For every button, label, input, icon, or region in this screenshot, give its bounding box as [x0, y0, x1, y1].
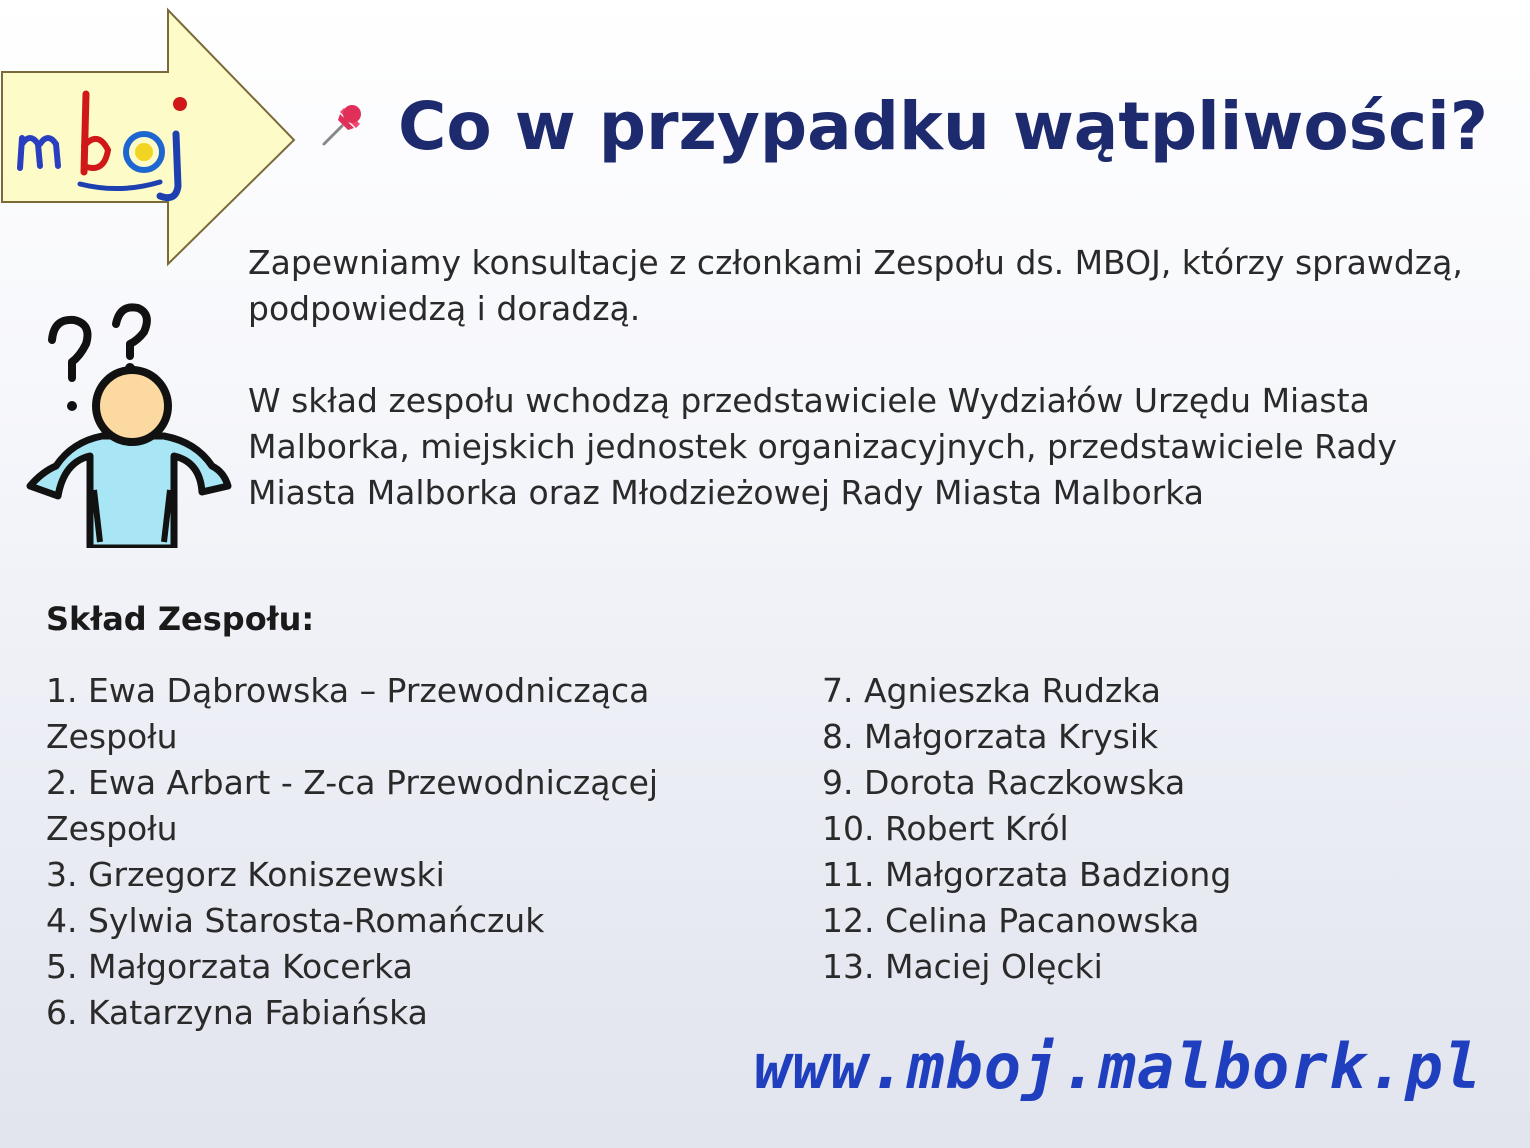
list-item: 13. Maciej Olęcki [822, 947, 1103, 986]
intro-paragraph-composition: W skład zespołu wchodzą przedstawiciele Wydziałów Urzędu Miasta Malborka, miejskich jednostek organizacyjnych, przedstawiciele Rady Miasta Malborka oraz Młodzieżowej Rady Miasta Malborka [248, 381, 1398, 512]
confused-person-icon [24, 296, 234, 548]
list-item: 1. Ewa Dąbrowska – Przewodnicząca Zespołu [46, 671, 650, 756]
page-title: Co w przypadku wątpliwości? [398, 88, 1488, 165]
website-link[interactable]: www.mboj.malbork.pl [753, 1030, 1482, 1103]
list-item: 11. Małgorzata Badziong [822, 855, 1232, 894]
list-item: 3. Grzegorz Koniszewski [46, 855, 445, 894]
list-item: 5. Małgorzata Kocerka [46, 947, 413, 986]
list-item: 4. Sylwia Starosta-Romańczuk [46, 901, 545, 940]
team-heading: Skład Zespołu: [46, 600, 315, 638]
list-item: 2. Ewa Arbart - Z-ca Przewodniczącej Zespołu [46, 763, 659, 848]
list-item: 7. Agnieszka Rudzka [822, 671, 1162, 710]
members-list-left [46, 668, 766, 1036]
pushpin-icon [318, 100, 368, 150]
logo-arrow-icon [0, 6, 300, 268]
list-item: 12. Celina Pacanowska [822, 901, 1200, 940]
list-item: 8. Małgorzata Krysik [822, 717, 1159, 756]
list-item: 9. Dorota Raczkowska [822, 763, 1186, 802]
intro-text [248, 240, 1498, 516]
members-list-right [822, 668, 1482, 990]
intro-paragraph-consultation: Zapewniamy konsultacje z członkami Zespołu ds. MBOJ, którzy sprawdzą, podpowiedzą i doradzą. [248, 243, 1463, 328]
list-item: 6. Katarzyna Fabiańska [46, 993, 428, 1032]
list-item: 10. Robert Król [822, 809, 1069, 848]
